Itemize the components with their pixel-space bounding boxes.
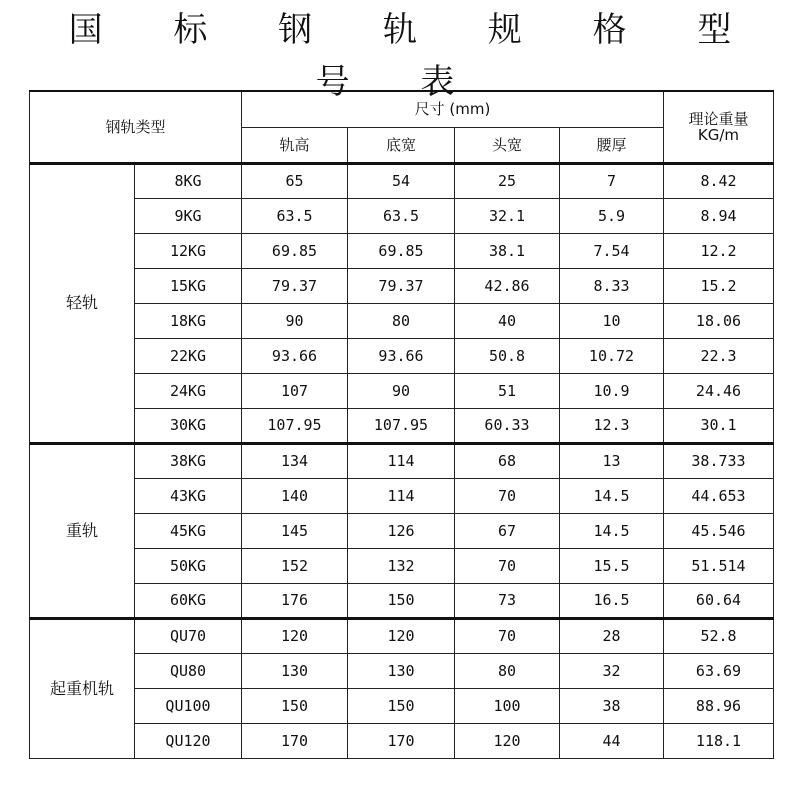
base-width-cell: 79.37 [348, 268, 455, 303]
base-width-cell: 80 [348, 303, 455, 338]
table-row [30, 338, 774, 373]
web-thickness-cell: 32 [560, 653, 664, 688]
rail-model-cell: 43KG [135, 478, 242, 513]
table-row [30, 653, 774, 688]
rail-height-cell: 79.37 [242, 268, 348, 303]
table-row [30, 303, 774, 338]
theoretical-weight-cell: 24.46 [664, 373, 774, 408]
rail-model-cell: QU70 [135, 618, 242, 653]
column-header-head-width: 头宽 [455, 127, 560, 163]
head-width-cell: 51 [455, 373, 560, 408]
theoretical-weight-cell: 88.96 [664, 688, 774, 723]
web-thickness-cell: 10.72 [560, 338, 664, 373]
rail-height-cell: 152 [242, 548, 348, 583]
base-width-cell: 69.85 [348, 233, 455, 268]
base-width-cell: 54 [348, 163, 455, 198]
web-thickness-cell: 10 [560, 303, 664, 338]
table-row [30, 688, 774, 723]
web-thickness-cell: 38 [560, 688, 664, 723]
base-width-cell: 120 [348, 618, 455, 653]
rail-model-cell: 24KG [135, 373, 242, 408]
rail-type-header: 钢轨类型 [30, 91, 242, 163]
rail-model-cell: QU100 [135, 688, 242, 723]
dimension-group-header: 尺寸 (mm) [242, 91, 664, 127]
head-width-cell: 42.86 [455, 268, 560, 303]
base-width-cell: 114 [348, 478, 455, 513]
theoretical-weight-cell: 52.8 [664, 618, 774, 653]
rail-spec-table [29, 90, 774, 759]
table-row [30, 618, 774, 653]
web-thickness-cell: 13 [560, 443, 664, 478]
base-width-cell: 114 [348, 443, 455, 478]
theoretical-weight-cell: 60.64 [664, 583, 774, 618]
web-thickness-cell: 10.9 [560, 373, 664, 408]
base-width-cell: 130 [348, 653, 455, 688]
rail-height-cell: 150 [242, 688, 348, 723]
base-width-cell: 93.66 [348, 338, 455, 373]
rail-model-cell: 38KG [135, 443, 242, 478]
theoretical-weight-cell: 15.2 [664, 268, 774, 303]
column-header-base-width: 底宽 [348, 127, 455, 163]
theoretical-weight-cell: 63.69 [664, 653, 774, 688]
rail-height-cell: 107.95 [242, 408, 348, 443]
web-thickness-cell: 14.5 [560, 513, 664, 548]
head-width-cell: 60.33 [455, 408, 560, 443]
theoretical-weight-cell: 118.1 [664, 723, 774, 758]
weight-header [664, 91, 774, 163]
theoretical-weight-cell: 30.1 [664, 408, 774, 443]
table-row [30, 233, 774, 268]
head-width-cell: 50.8 [455, 338, 560, 373]
web-thickness-cell: 15.5 [560, 548, 664, 583]
head-width-cell: 70 [455, 618, 560, 653]
head-width-cell: 100 [455, 688, 560, 723]
theoretical-weight-cell: 44.653 [664, 478, 774, 513]
rail-model-cell: 15KG [135, 268, 242, 303]
theoretical-weight-cell: 45.546 [664, 513, 774, 548]
head-width-cell: 120 [455, 723, 560, 758]
head-width-cell: 70 [455, 548, 560, 583]
web-thickness-cell: 44 [560, 723, 664, 758]
head-width-cell: 80 [455, 653, 560, 688]
web-thickness-cell: 5.9 [560, 198, 664, 233]
table-row [30, 583, 774, 618]
rail-height-cell: 170 [242, 723, 348, 758]
theoretical-weight-cell: 38.733 [664, 443, 774, 478]
base-width-cell: 150 [348, 688, 455, 723]
rail-model-cell: QU80 [135, 653, 242, 688]
theoretical-weight-cell: 18.06 [664, 303, 774, 338]
table-row [30, 513, 774, 548]
table-row [30, 373, 774, 408]
rail-model-cell: QU120 [135, 723, 242, 758]
rail-height-cell: 140 [242, 478, 348, 513]
theoretical-weight-cell: 12.2 [664, 233, 774, 268]
theoretical-weight-cell: 22.3 [664, 338, 774, 373]
weight-header-label: 理论重量 [688, 109, 749, 128]
theoretical-weight-cell: 51.514 [664, 548, 774, 583]
base-width-cell: 132 [348, 548, 455, 583]
table-row [30, 268, 774, 303]
base-width-cell: 150 [348, 583, 455, 618]
rail-height-cell: 134 [242, 443, 348, 478]
rail-model-cell: 50KG [135, 548, 242, 583]
base-width-cell: 63.5 [348, 198, 455, 233]
table-row [30, 163, 774, 198]
web-thickness-cell: 16.5 [560, 583, 664, 618]
page-title: 国 标 钢 轨 规 格 型 号 表 [68, 10, 762, 102]
rail-height-cell: 130 [242, 653, 348, 688]
table-row [30, 478, 774, 513]
web-thickness-cell: 7.54 [560, 233, 664, 268]
rail-height-cell: 69.85 [242, 233, 348, 268]
head-width-cell: 40 [455, 303, 560, 338]
weight-header-unit: KG/m [697, 125, 740, 144]
rail-height-cell: 63.5 [242, 198, 348, 233]
web-thickness-cell: 14.5 [560, 478, 664, 513]
head-width-cell: 70 [455, 478, 560, 513]
rail-model-cell: 60KG [135, 583, 242, 618]
base-width-cell: 170 [348, 723, 455, 758]
rail-model-cell: 30KG [135, 408, 242, 443]
head-width-cell: 25 [455, 163, 560, 198]
column-header-web-thickness: 腰厚 [560, 127, 664, 163]
rail-height-cell: 65 [242, 163, 348, 198]
rail-height-cell: 145 [242, 513, 348, 548]
rail-height-cell: 107 [242, 373, 348, 408]
rail-height-cell: 176 [242, 583, 348, 618]
base-width-cell: 90 [348, 373, 455, 408]
rail-model-cell: 12KG [135, 233, 242, 268]
web-thickness-cell: 7 [560, 163, 664, 198]
web-thickness-cell: 12.3 [560, 408, 664, 443]
rail-model-cell: 18KG [135, 303, 242, 338]
theoretical-weight-cell: 8.94 [664, 198, 774, 233]
rail-model-cell: 45KG [135, 513, 242, 548]
head-width-cell: 32.1 [455, 198, 560, 233]
rail-model-cell: 22KG [135, 338, 242, 373]
web-thickness-cell: 28 [560, 618, 664, 653]
rail-category-cell: 重轨 [30, 443, 135, 618]
theoretical-weight-cell: 8.42 [664, 163, 774, 198]
column-header-height: 轨高 [242, 127, 348, 163]
rail-category-cell: 轻轨 [30, 163, 135, 443]
table-row [30, 443, 774, 478]
base-width-cell: 126 [348, 513, 455, 548]
table-row [30, 198, 774, 233]
rail-model-cell: 9KG [135, 198, 242, 233]
rail-height-cell: 90 [242, 303, 348, 338]
table-row [30, 548, 774, 583]
web-thickness-cell: 8.33 [560, 268, 664, 303]
head-width-cell: 73 [455, 583, 560, 618]
base-width-cell: 107.95 [348, 408, 455, 443]
head-width-cell: 67 [455, 513, 560, 548]
table-row [30, 408, 774, 443]
rail-height-cell: 120 [242, 618, 348, 653]
rail-height-cell: 93.66 [242, 338, 348, 373]
head-width-cell: 38.1 [455, 233, 560, 268]
table-row [30, 723, 774, 758]
rail-model-cell: 8KG [135, 163, 242, 198]
head-width-cell: 68 [455, 443, 560, 478]
rail-category-cell: 起重机轨 [30, 618, 135, 758]
